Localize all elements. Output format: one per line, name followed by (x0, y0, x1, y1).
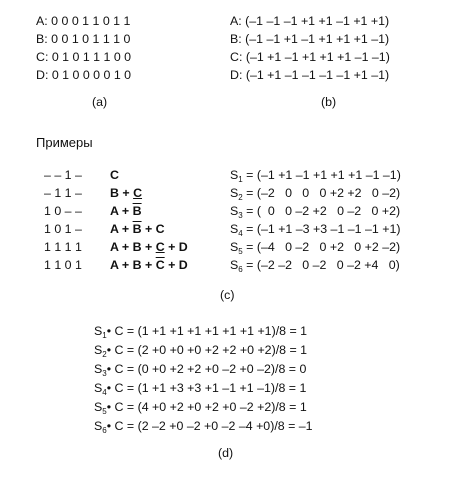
bullet-dot-icon: • (106, 400, 112, 414)
caption-a: (a) (92, 95, 108, 109)
inner-product-1: $S_1•$ C = (1 +1 +1 +1 +1 +1 +1 +1)/8 = 1 (94, 324, 308, 340)
expression-3: $A + \overline{B}$ (110, 204, 142, 218)
sum-4: $S_4 = (-1 +1$ –3 +3 –1 –1 –1 +1) (230, 222, 401, 238)
expression-4: $A + \overline{B} + C$ (110, 222, 165, 236)
sum-6: $S_6 = (-2$ –2 0 –2 0 –2 +4 0) (230, 258, 400, 274)
pattern-4: 1 0 1 – (44, 222, 82, 236)
inner-product-5: $S_5•$ C = (4 +0 +2 +0 +2 +0 –2 +2)/8 = 1 (94, 400, 307, 416)
sum-1: $S_1 = (-1 +1$ –1 +1 +1 +1 –1 –1) (230, 168, 401, 184)
chip-sequence-a: A: 0 0 0 1 1 0 1 1 (36, 14, 131, 28)
bipolar-sequence-a: A: (–1 –1 –1 +1 +1 –1 +1 +1) (230, 14, 390, 28)
bullet-dot-icon: • (106, 343, 112, 357)
pattern-3: 1 0 – – (44, 204, 82, 218)
caption-c: (c) (220, 288, 235, 302)
caption-b: (b) (321, 95, 337, 109)
inner-product-2: $S_2•$ C = (2 +0 +0 +0 +2 +2 +0 +2)/8 = 1 (94, 343, 308, 359)
bipolar-sequence-d: D: (–1 +1 –1 –1 –1 –1 +1 –1) (230, 68, 390, 82)
inner-product-4: $S_4•$ C = (1 +1 +3 +3 +1 –1 +1 –1)/8 = 1 (94, 381, 307, 397)
expression-6: $A + B + \overline{C} + D$ (110, 258, 188, 272)
pattern-2: – 1 1 – (44, 186, 82, 200)
bullet-dot-icon: • (106, 362, 112, 376)
chip-sequence-b: B: 0 0 1 0 1 1 1 0 (36, 32, 131, 46)
caption-d: (d) (218, 446, 234, 460)
bipolar-sequence-b: B: (–1 –1 +1 –1 +1 +1 +1 –1) (230, 32, 390, 46)
bullet-dot-icon: • (106, 324, 112, 338)
bullet-dot-icon: • (106, 419, 112, 433)
bipolar-sequence-c: C: (–1 +1 –1 +1 +1 +1 –1 –1) (230, 50, 390, 64)
sum-2: $S_2 = (-2$ 0 0 0 +2 +2 0 –2) (230, 186, 401, 202)
expression-2: B + C (110, 186, 143, 200)
chip-sequence-d: D: 0 1 0 0 0 0 1 0 (36, 68, 132, 82)
chip-sequence-c: C: 0 1 0 1 1 1 0 0 (36, 50, 132, 64)
inner-product-6: $S_6•$ C = (2 –2 +0 –2 +0 –2 –4 +0)/8 = –1 (94, 419, 313, 435)
pattern-6: 1 1 0 1 (44, 258, 82, 272)
expression-1: C (110, 168, 119, 182)
sum-5: $S_5 = (-4$ 0 –2 0 +2 0 +2 –2) (230, 240, 401, 256)
inner-product-3: $S_3•$ C = (0 +0 +2 +2 +0 –2 +0 –2)/8 = 0 (94, 362, 307, 378)
bullet-dot-icon: • (106, 381, 112, 395)
examples-heading: Примеры (36, 135, 93, 150)
pattern-1: – – 1 – (44, 168, 82, 182)
expression-5: A + B + C + D (110, 240, 188, 254)
pattern-5: 1 1 1 1 (44, 240, 82, 254)
sum-3: $S_3$ = ( 0 0 –2 +2 0 –2 0 +2) (230, 204, 401, 220)
